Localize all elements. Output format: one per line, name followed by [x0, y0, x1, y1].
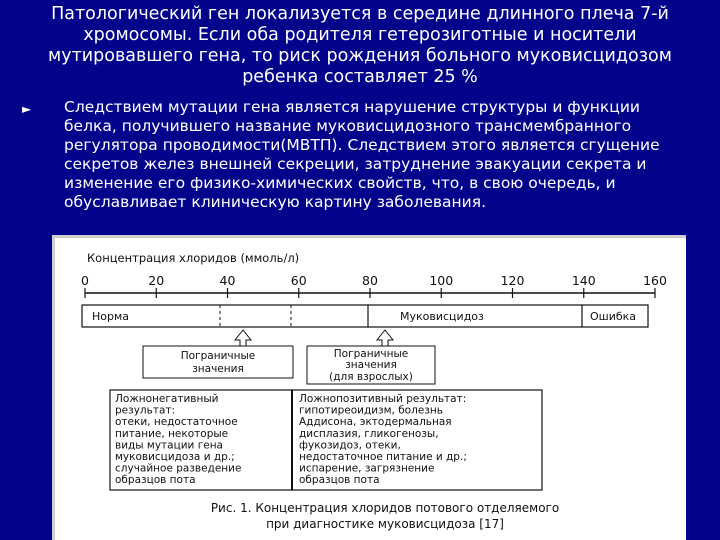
boundary-right-line: Пограничные [333, 348, 409, 360]
triangle-bullet-icon: ► [22, 102, 32, 116]
zone-norm: Норма [92, 310, 130, 323]
slide-title: Патологический ген локализуется в середине длинного плеча 7-й хромосомы. Если оба родителя гетерозиготные и носители мутировавшего гена, то риск рождения больного муковисцидозом ребенка составляет 25 % [48, 4, 672, 87]
box-text-line: дисплазия, гликогенозы, [299, 427, 439, 440]
tick-label: 140 [571, 273, 596, 288]
box-text-line: питание, некоторые [115, 427, 229, 440]
box-text-line: образцов пота [115, 474, 196, 487]
tick-group [81, 273, 667, 298]
zone-error: Ошибка [590, 310, 637, 323]
tick-label: 120 [500, 273, 525, 288]
box-text-line: испарение, загрязнение [299, 462, 435, 475]
box-text-line: недостаточное питание и др.; [299, 451, 467, 463]
figure-svg [55, 238, 686, 540]
zone-bar [82, 305, 648, 327]
caption-line: при диагностике муковисцидоза [17] [266, 517, 504, 531]
tick-label: 100 [429, 273, 454, 288]
figure-chloride-diagram [52, 235, 686, 540]
box-text-line: случайное разведение [115, 462, 242, 475]
box-text-line: Ложнонегативный [115, 393, 219, 405]
arrow-up-icon [235, 330, 251, 346]
box-text-line: Аддисона, эктодермальная [299, 416, 452, 429]
box-text-line: муковисцидоза и др.; [115, 451, 235, 463]
box-text-line: фукозидоз, отеки, [299, 439, 401, 452]
tick-label: 80 [362, 273, 378, 288]
box-text-line: результат: [115, 404, 176, 417]
axis-title: Концентрация хлоридов (ммоль/л) [87, 251, 300, 265]
tick-label: 160 [643, 273, 667, 288]
bullet-text: Следствием мутации гена является нарушение структуры и функции белка, получившего название муковисцидозного трансмембранного регулятора проводимости(МВТП). Следствием этого является сгущение секретов желез внешней секреции, затруднение эвакуации секрета и изменение его физико-химических свойств, что, в свою очередь, и обуславливает клиническую картину заболевания. [64, 98, 660, 211]
boundary-left-line: значения [192, 363, 244, 375]
box-text-line: виды мутации гена [115, 439, 223, 452]
zone-cf: Муковисцидоз [400, 310, 484, 323]
boundary-right-line: значения [345, 359, 397, 371]
box-text-line: образцов пота [299, 474, 380, 487]
boundary-right-line: (для взрослых) [329, 371, 413, 383]
box-text-line: отеки, недостаточное [115, 416, 238, 429]
boundary-left-line: Пограничные [180, 350, 256, 362]
box-text-line: Ложнопозитивный результат: [299, 393, 467, 405]
arrow-up-icon [377, 330, 393, 346]
caption-line: Рис. 1. Концентрация хлоридов потового отделяемого [210, 501, 560, 515]
tick-label: 20 [148, 273, 165, 288]
tick-label: 40 [219, 273, 236, 288]
tick-label: 0 [81, 273, 89, 288]
tick-label: 60 [290, 273, 307, 288]
box-text-line: гипотиреоидизм, болезнь [299, 404, 443, 417]
